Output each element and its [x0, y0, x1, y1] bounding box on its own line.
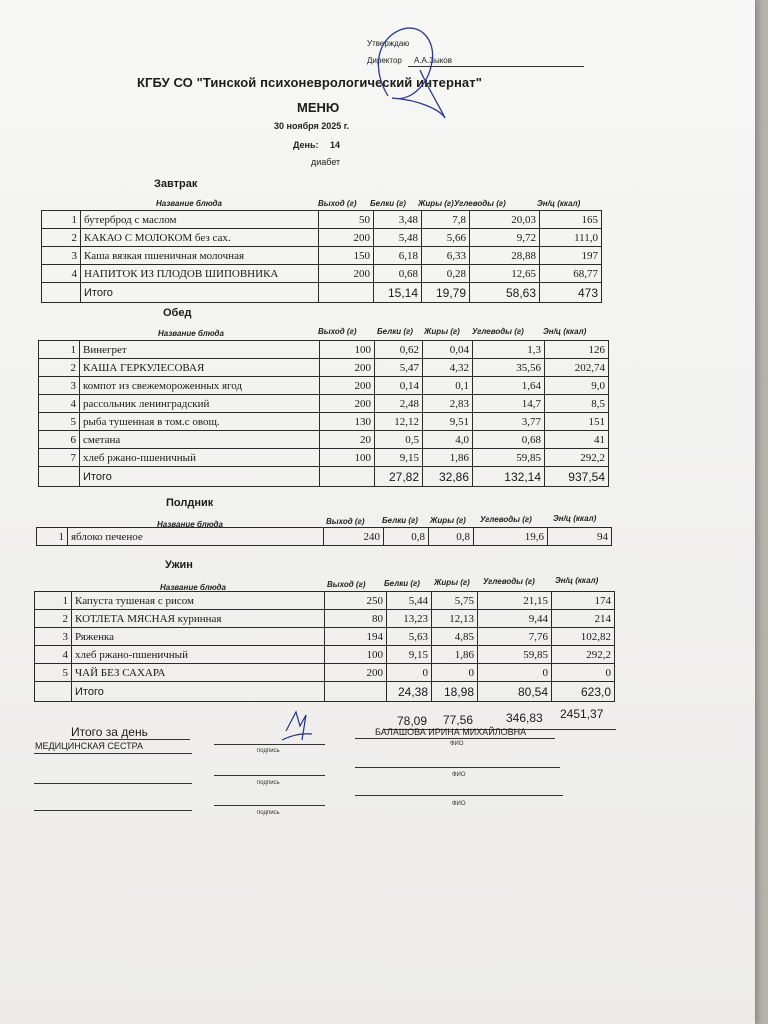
- fio-caption: ФИО: [452, 801, 466, 807]
- total-carbs: 80,54: [478, 682, 552, 702]
- dish-protein: 0,14: [375, 377, 423, 395]
- dish-name: КАКАО С МОЛОКОМ без сах.: [81, 229, 319, 247]
- dish-protein: 12,12: [375, 413, 423, 431]
- section-title-lunch: Обед: [163, 307, 192, 319]
- column-header-fat: Жиры (г): [430, 516, 466, 525]
- dish-name: Каша вязкая пшеничная молочная: [81, 247, 319, 265]
- total-label: Итого: [81, 283, 319, 303]
- dish-protein: 13,23: [387, 610, 432, 628]
- dish-protein: 5,44: [387, 592, 432, 610]
- dish-name: сметана: [80, 431, 320, 449]
- diet-type: диабет: [311, 157, 341, 167]
- row-number: 4: [35, 646, 72, 664]
- dish-carbs: 9,44: [478, 610, 552, 628]
- row-number: 7: [39, 449, 80, 467]
- dish-fat: 9,51: [423, 413, 473, 431]
- column-header-name: Название блюда: [158, 329, 224, 338]
- dish-fat: 4,85: [432, 628, 478, 646]
- dish-energy: 197: [540, 247, 602, 265]
- dish-yield: 200: [320, 395, 375, 413]
- row-number: 3: [35, 628, 72, 646]
- total-label: Итого: [80, 467, 320, 487]
- column-header-yield: Выход (г): [326, 517, 365, 526]
- dish-protein: 5,48: [374, 229, 422, 247]
- dish-name: Винегрет: [80, 341, 320, 359]
- dish-yield: 200: [320, 359, 375, 377]
- total-fat: 19,79: [422, 283, 470, 303]
- dish-carbs: 1,64: [473, 377, 545, 395]
- dish-yield: 200: [325, 664, 387, 682]
- total-protein: 15,14: [374, 283, 422, 303]
- dish-name: хлеб ржано-пшеничный: [80, 449, 320, 467]
- dish-carbs: 0,68: [473, 431, 545, 449]
- dish-protein: 9,15: [387, 646, 432, 664]
- dish-protein: 6,18: [374, 247, 422, 265]
- column-header-yield: Выход (г): [327, 580, 366, 589]
- nurse-signature-mark: [282, 712, 312, 740]
- row-number: 6: [39, 431, 80, 449]
- column-header-fat: Жиры (г): [434, 578, 470, 587]
- dish-fat: 5,75: [432, 592, 478, 610]
- dish-carbs: 3,77: [473, 413, 545, 431]
- column-header-carbs: Углеводы (г): [483, 577, 535, 586]
- dish-fat: 1,86: [432, 646, 478, 664]
- dish-name: рассольник ленинградский: [80, 395, 320, 413]
- column-header-yield: Выход (г): [318, 327, 357, 336]
- row-number: 2: [42, 229, 81, 247]
- dish-name: КОТЛЕТА МЯСНАЯ куринная: [72, 610, 325, 628]
- dish-yield: 200: [320, 377, 375, 395]
- dish-carbs: 1,3: [473, 341, 545, 359]
- dish-name: НАПИТОК ИЗ ПЛОДОВ ШИПОВНИКА: [81, 265, 319, 283]
- dish-protein: 5,63: [387, 628, 432, 646]
- dish-yield: 194: [325, 628, 387, 646]
- dish-yield: 150: [319, 247, 374, 265]
- menu-date: 30 ноября 2025 г.: [274, 121, 350, 131]
- section-title-snack: Полдник: [166, 497, 214, 509]
- day-total-fat: 77,56: [443, 713, 474, 727]
- dish-protein: 0,68: [374, 265, 422, 283]
- dish-yield: 20: [320, 431, 375, 449]
- dish-name: КАША ГЕРКУЛЕСОВАЯ: [80, 359, 320, 377]
- dish-yield: 50: [319, 211, 374, 229]
- dish-protein: 0,8: [384, 528, 429, 546]
- day-total-energy: 2451,37: [560, 707, 604, 721]
- dish-yield: 100: [325, 646, 387, 664]
- column-header-energy: Эн/ц (ккал): [537, 199, 581, 208]
- row-number: 1: [39, 341, 80, 359]
- dish-fat: 0,8: [429, 528, 474, 546]
- dish-name: компот из свежемороженных ягод: [80, 377, 320, 395]
- column-header-energy: Эн/ц (ккал): [543, 327, 587, 336]
- total-fat: 32,86: [423, 467, 473, 487]
- row-number: 4: [42, 265, 81, 283]
- column-header-name: Название блюда: [156, 199, 222, 208]
- dish-carbs: 21,15: [478, 592, 552, 610]
- dish-energy: 41: [545, 431, 609, 449]
- column-header-fat: Жиры (г): [418, 199, 454, 208]
- dish-carbs: 59,85: [478, 646, 552, 664]
- organization-title: КГБУ СО "Тинской психоневрологический интернат": [137, 75, 482, 90]
- dish-carbs: 20,03: [470, 211, 540, 229]
- dish-carbs: 14,7: [473, 395, 545, 413]
- row-number: 3: [42, 247, 81, 265]
- dish-energy: 8,5: [545, 395, 609, 413]
- column-header-fat: Жиры (г): [424, 327, 460, 336]
- dish-name: яблоко печеное: [68, 528, 324, 546]
- total-energy: 937,54: [545, 467, 609, 487]
- dish-yield: 200: [319, 229, 374, 247]
- dish-carbs: 35,56: [473, 359, 545, 377]
- fio-caption: ФИО: [450, 741, 464, 747]
- approved-label: Утверждаю: [367, 39, 410, 48]
- director-signature-mark: [378, 28, 445, 118]
- dish-fat: 1,86: [423, 449, 473, 467]
- dish-fat: 0,28: [422, 265, 470, 283]
- total-carbs: 132,14: [473, 467, 545, 487]
- dish-protein: 0: [387, 664, 432, 682]
- dish-fat: 12,13: [432, 610, 478, 628]
- director-name: А.А.Зыков: [414, 56, 452, 65]
- row-number: 2: [35, 610, 72, 628]
- row-number: 2: [39, 359, 80, 377]
- dish-energy: 165: [540, 211, 602, 229]
- dish-fat: 7,8: [422, 211, 470, 229]
- row-number: 1: [37, 528, 68, 546]
- signature-caption: подпись: [257, 810, 280, 816]
- dish-carbs: 9,72: [470, 229, 540, 247]
- day-total-carbs: 346,83: [506, 711, 543, 725]
- total-fat: 18,98: [432, 682, 478, 702]
- column-header-energy: Эн/ц (ккал): [555, 576, 599, 585]
- dish-protein: 2,48: [375, 395, 423, 413]
- dish-energy: 94: [548, 528, 612, 546]
- dish-protein: 9,15: [375, 449, 423, 467]
- day-total-protein: 78,09: [397, 714, 428, 728]
- dish-energy: 292,2: [552, 646, 615, 664]
- dish-energy: 102,82: [552, 628, 615, 646]
- dish-name: Ряженка: [72, 628, 325, 646]
- dish-carbs: 59,85: [473, 449, 545, 467]
- signature-caption: подпись: [257, 748, 280, 754]
- column-header-energy: Эн/ц (ккал): [553, 514, 597, 523]
- role-label: МЕДИЦИНСКАЯ СЕСТРА: [35, 741, 144, 751]
- director-label: Директор: [367, 56, 402, 65]
- total-protein: 27,82: [375, 467, 423, 487]
- dish-carbs: 7,76: [478, 628, 552, 646]
- column-header-yield: Выход (г): [318, 199, 357, 208]
- dish-energy: 126: [545, 341, 609, 359]
- column-header-protein: Белки (г): [370, 199, 406, 208]
- fio-caption: ФИО: [452, 772, 466, 778]
- dish-energy: 214: [552, 610, 615, 628]
- dish-yield: 200: [319, 265, 374, 283]
- dish-name: хлеб ржано-пшеничный: [72, 646, 325, 664]
- dish-energy: 151: [545, 413, 609, 431]
- dish-name: Капуста тушеная с рисом: [72, 592, 325, 610]
- row-number: 1: [42, 211, 81, 229]
- dish-carbs: 12,65: [470, 265, 540, 283]
- total-protein: 24,38: [387, 682, 432, 702]
- dish-fat: 0,04: [423, 341, 473, 359]
- column-header-carbs: Углеводы (г): [454, 199, 506, 208]
- total-energy: 473: [540, 283, 602, 303]
- dish-fat: 2,83: [423, 395, 473, 413]
- page-title: МЕНЮ: [297, 100, 340, 115]
- dish-energy: 111,0: [540, 229, 602, 247]
- day-total-label: Итого за день: [71, 725, 148, 739]
- dish-name: рыба тушенная в том.с овощ.: [80, 413, 320, 431]
- dish-fat: 5,66: [422, 229, 470, 247]
- dish-energy: 0: [552, 664, 615, 682]
- dish-yield: 240: [324, 528, 384, 546]
- row-number: 4: [39, 395, 80, 413]
- dish-fat: 0,1: [423, 377, 473, 395]
- dish-fat: 0: [432, 664, 478, 682]
- dish-name: ЧАЙ БЕЗ САХАРА: [72, 664, 325, 682]
- section-title-breakfast: Завтрак: [154, 178, 198, 190]
- column-header-name: Название блюда: [157, 520, 223, 529]
- total-carbs: 58,63: [470, 283, 540, 303]
- dish-fat: 4,0: [423, 431, 473, 449]
- column-header-protein: Белки (г): [377, 327, 413, 336]
- dish-yield: 130: [320, 413, 375, 431]
- dish-yield: 100: [320, 449, 375, 467]
- dish-protein: 0,62: [375, 341, 423, 359]
- total-label: Итого: [72, 682, 325, 702]
- signer-name: БАЛАШОВА ИРИНА МИХАЙЛОВНА: [375, 727, 527, 737]
- day-label: День:: [293, 140, 319, 150]
- column-header-protein: Белки (г): [382, 516, 418, 525]
- dish-yield: 250: [325, 592, 387, 610]
- column-header-carbs: Углеводы (г): [472, 327, 524, 336]
- dish-energy: 292,2: [545, 449, 609, 467]
- dish-yield: 100: [320, 341, 375, 359]
- section-title-dinner: Ужин: [165, 559, 193, 571]
- dish-fat: 4,32: [423, 359, 473, 377]
- dish-carbs: 19,6: [474, 528, 548, 546]
- row-number: 1: [35, 592, 72, 610]
- total-energy: 623,0: [552, 682, 615, 702]
- row-number: 5: [39, 413, 80, 431]
- day-number: 14: [330, 140, 341, 150]
- row-number: 5: [35, 664, 72, 682]
- dish-protein: 0,5: [375, 431, 423, 449]
- dish-protein: 5,47: [375, 359, 423, 377]
- dish-energy: 9,0: [545, 377, 609, 395]
- column-header-carbs: Углеводы (г): [480, 515, 532, 524]
- dish-energy: 202,74: [545, 359, 609, 377]
- column-header-protein: Белки (г): [384, 579, 420, 588]
- dish-energy: 174: [552, 592, 615, 610]
- dish-name: бутерброд с маслом: [81, 211, 319, 229]
- dish-yield: 80: [325, 610, 387, 628]
- dish-fat: 6,33: [422, 247, 470, 265]
- dish-carbs: 28,88: [470, 247, 540, 265]
- dish-energy: 68,77: [540, 265, 602, 283]
- dish-protein: 3,48: [374, 211, 422, 229]
- column-header-name: Название блюда: [160, 583, 226, 592]
- row-number: 3: [39, 377, 80, 395]
- dish-carbs: 0: [478, 664, 552, 682]
- signature-caption: подпись: [257, 780, 280, 786]
